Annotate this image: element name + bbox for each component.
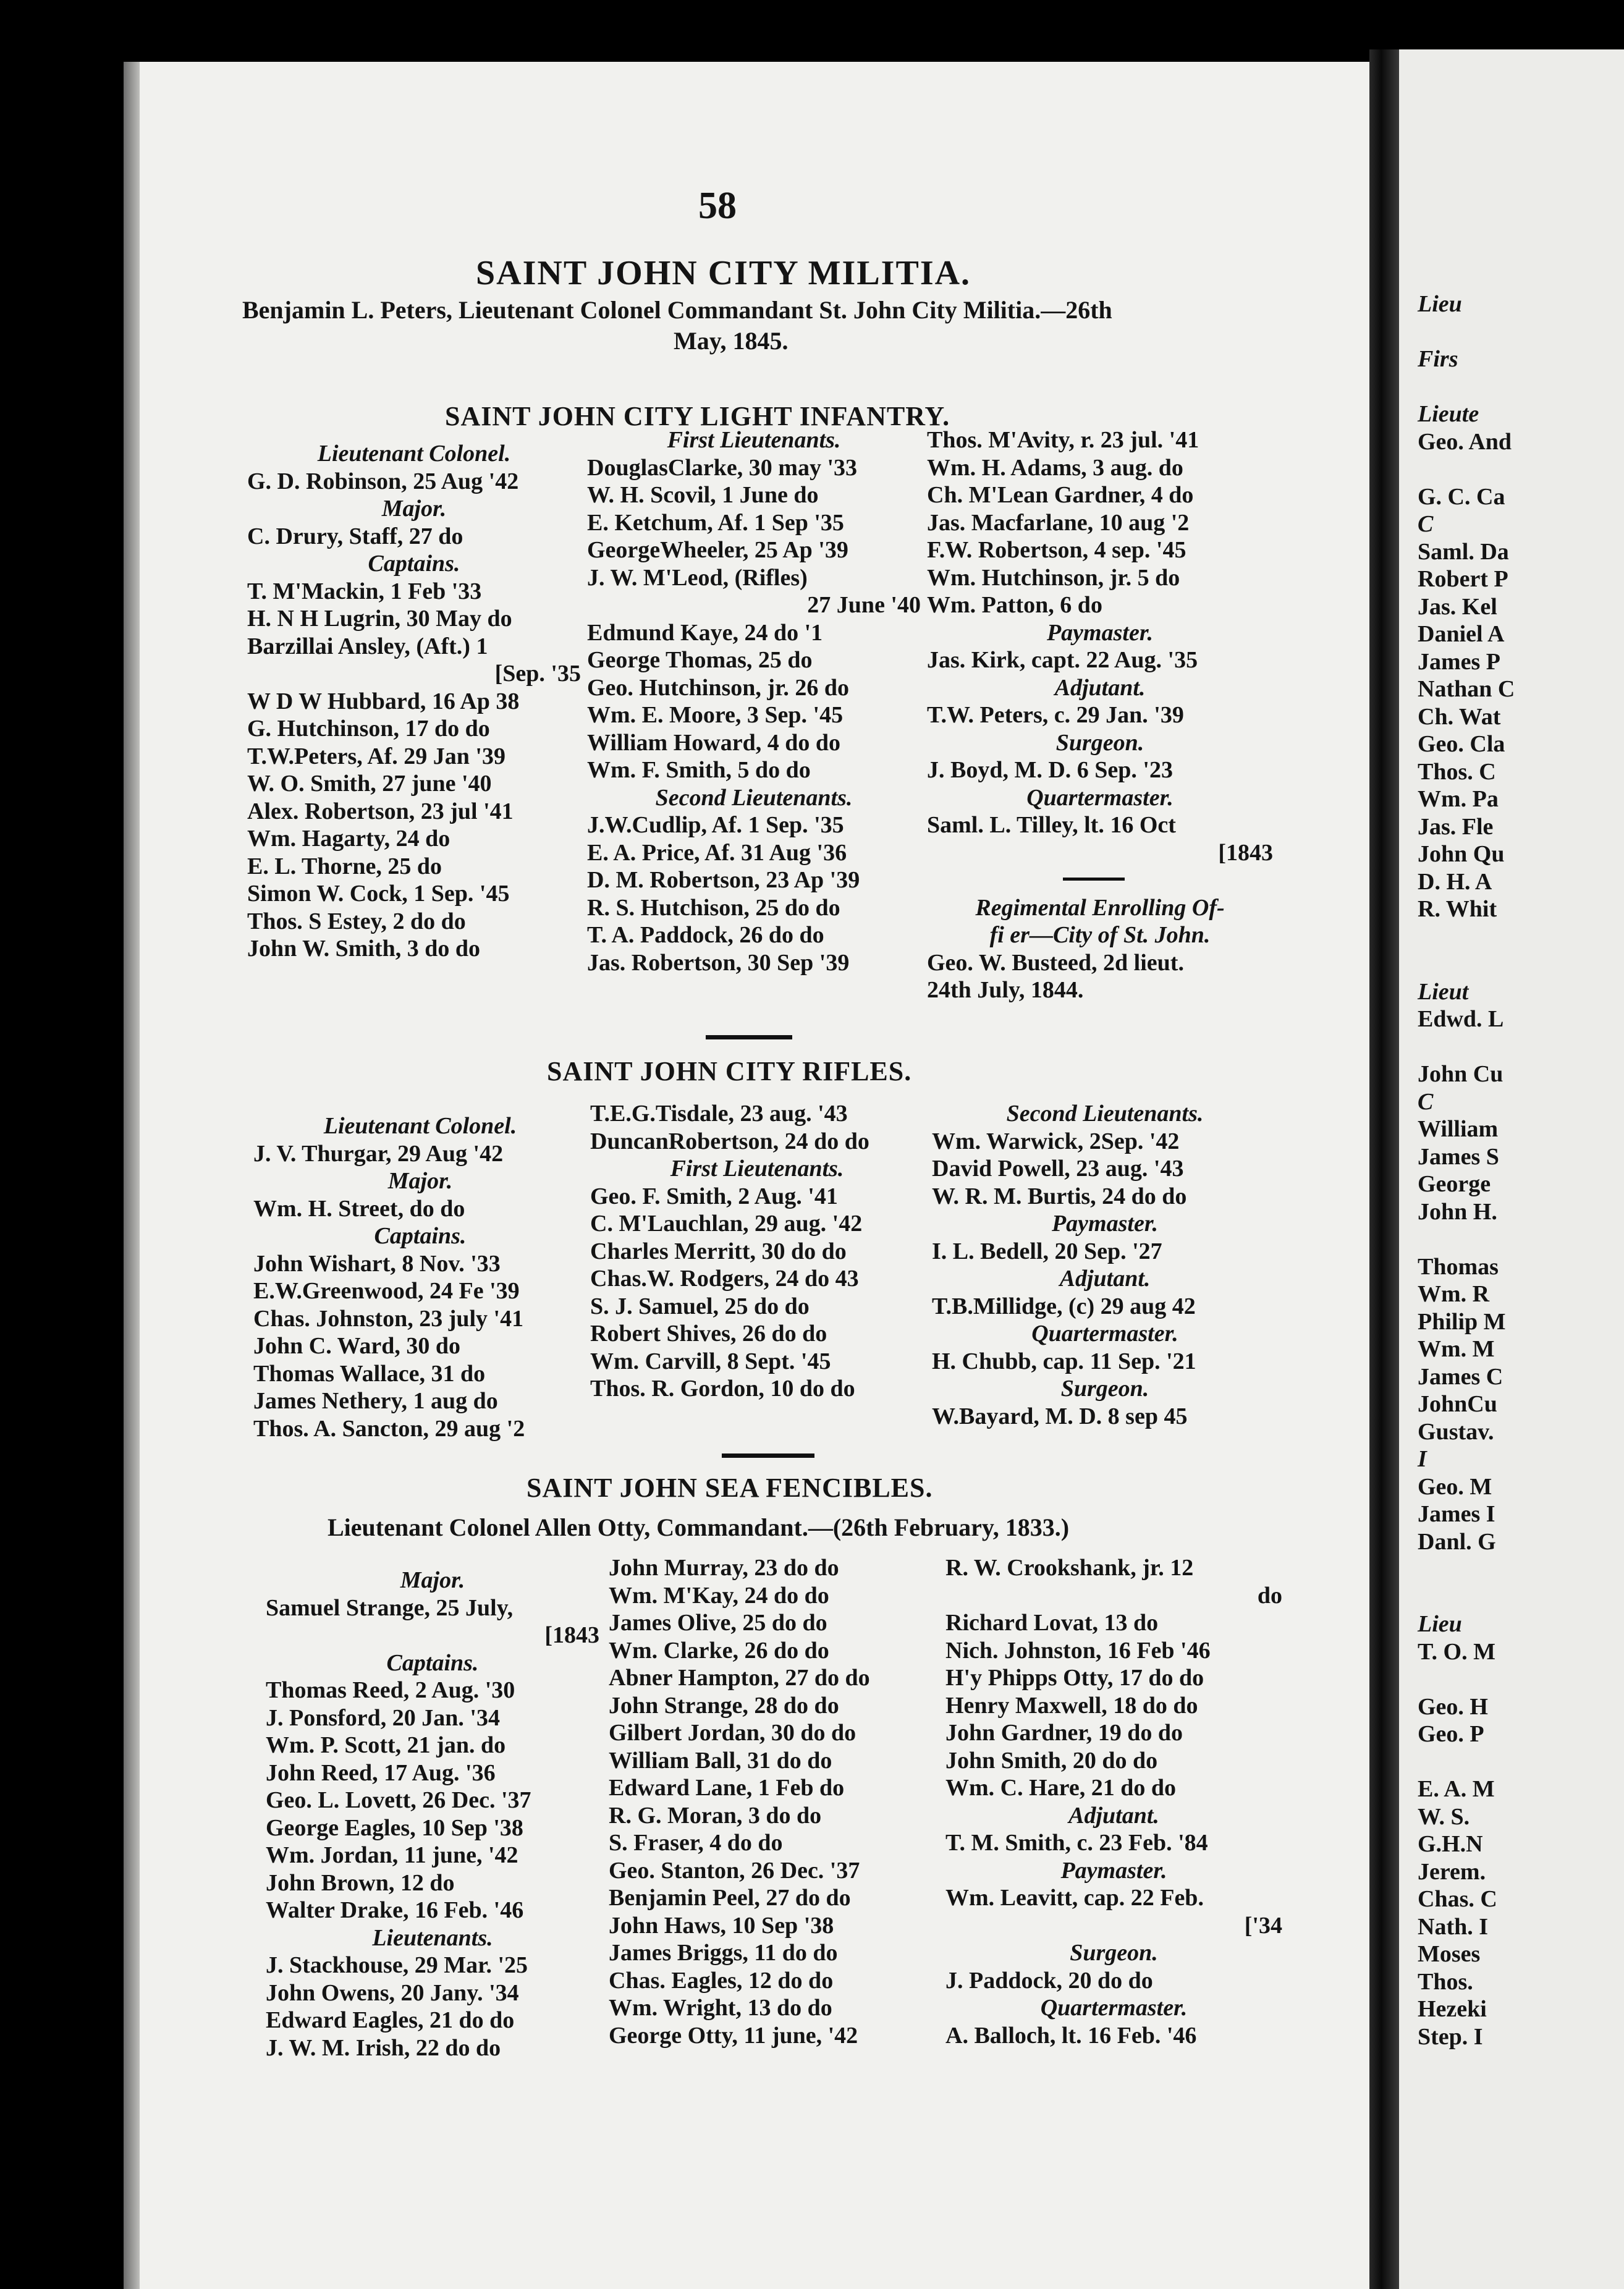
roster-entry: J. W. M'Leod, (Rifles): [587, 564, 808, 591]
roster-entry: George Eagles, 10 Sep '38: [266, 1814, 523, 1841]
rank-heading: Major.: [381, 496, 447, 522]
right-page-line: G.H.N: [1418, 1831, 1483, 1857]
roster-entry: Simon W. Cock, 1 Sep. '45: [247, 881, 510, 907]
right-page-line: Moses: [1418, 1941, 1481, 1967]
roster-entry: Thos. S Estey, 2 do do: [247, 908, 466, 934]
right-page-line: C: [1418, 511, 1434, 537]
roster-entry: Jas. Robertson, 30 Sep '39: [587, 949, 850, 976]
roster-entry: George Thomas, 25 do: [587, 647, 813, 673]
rank-heading: Surgeon.: [1060, 1376, 1149, 1402]
rank-heading: Adjutant.: [1068, 1802, 1159, 1829]
roster-entry: Edward Lane, 1 Feb do: [609, 1775, 845, 1801]
roster-entry: John Owens, 20 Jany. '34: [266, 1979, 519, 2006]
right-page-line: George: [1418, 1171, 1491, 1197]
roster-entry: Wm. Jordan, 11 june, '42: [266, 1842, 518, 1868]
rank-heading: Paymaster.: [1060, 1857, 1167, 1884]
roster-entry: H. N H Lugrin, 30 May do: [247, 606, 512, 632]
roster-entry: George Otty, 11 june, '42: [609, 2022, 858, 2049]
roster-entry: W. H. Scovil, 1 June do: [587, 482, 819, 508]
roster-entry: T. M. Smith, c. 23 Feb. '84: [945, 1830, 1208, 1856]
roster-entry: John W. Smith, 3 do do: [247, 936, 480, 962]
roster-entry: Edmund Kaye, 24 do '1: [587, 619, 823, 646]
roster-entry: Geo. F. Smith, 2 Aug. '41: [590, 1183, 838, 1209]
roster-entry: W. O. Smith, 27 june '40: [247, 771, 492, 797]
roster-entry: C. M'Lauchlan, 29 aug. '42: [590, 1211, 863, 1237]
right-page-line: T. O. M: [1418, 1638, 1495, 1665]
roster-entry: H'y Phipps Otty, 17 do do: [945, 1665, 1204, 1691]
rank-heading: Second Lieutenants.: [655, 784, 853, 811]
right-page-line: E. A. M: [1418, 1776, 1495, 1802]
rank-heading: Surgeon.: [1055, 729, 1144, 756]
right-page-line: Nathan C: [1418, 676, 1515, 702]
roster-entry: DouglasClarke, 30 may '33: [587, 454, 857, 481]
roster-entry: Thomas Reed, 2 Aug. '30: [266, 1677, 515, 1703]
roster-entry: Thos. M'Avity, r. 23 jul. '41: [927, 427, 1199, 453]
roster-entry: I. L. Bedell, 20 Sep. '27: [932, 1238, 1162, 1264]
rank-heading: Paymaster.: [1051, 1211, 1159, 1237]
roster-entry: Wm. C. Hare, 21 do do: [945, 1775, 1176, 1801]
light-infantry-col3: [927, 426, 1273, 1004]
roster-entry: Chas.W. Rodgers, 24 do 43: [590, 1266, 859, 1292]
right-page-line: Lieu: [1418, 1611, 1462, 1637]
right-page-line: [1418, 1033, 1515, 1061]
roster-entry: G. Hutchinson, 17 do do: [247, 716, 490, 742]
rank-heading: Adjutant.: [1059, 1266, 1151, 1292]
roster-entry: T.E.G.Tisdale, 23 aug. '43: [590, 1101, 848, 1127]
roster-entry: John Smith, 20 do do: [945, 1747, 1158, 1774]
roster-entry: Charles Merritt, 30 do do: [590, 1238, 847, 1264]
roster-entry: [1843: [1218, 839, 1273, 866]
roster-entry: Wm. E. Moore, 3 Sep. '45: [587, 702, 844, 728]
roster-entry: F.W. Robertson, 4 sep. '45: [927, 537, 1186, 563]
rank-heading: Lieutenant Colonel.: [317, 441, 511, 467]
roster-entry: John Strange, 28 do do: [609, 1692, 839, 1719]
roster-entry: Wm. Hutchinson, jr. 5 do: [927, 564, 1180, 591]
right-page-line: [1418, 1665, 1515, 1693]
roster-entry: Benjamin Peel, 27 do do: [609, 1885, 851, 1911]
roster-entry: John Haws, 10 Sep '38: [609, 1912, 834, 1939]
roster-entry: Alex. Robertson, 23 jul '41: [247, 798, 514, 824]
roster-entry: S. J. Samuel, 25 do do: [590, 1293, 810, 1319]
section-divider: [722, 1453, 814, 1458]
roster-entry: Gilbert Jordan, 30 do do: [609, 1720, 856, 1746]
right-page-line: Edwd. L: [1418, 1006, 1504, 1032]
sea-fencibles-col1: [266, 1567, 599, 2062]
right-page-line: [1418, 923, 1515, 951]
roster-entry: John Wishart, 8 Nov. '33: [253, 1250, 501, 1277]
page-number: 58: [698, 185, 737, 227]
roster-entry: T.W. Peters, c. 29 Jan. '39: [927, 702, 1184, 728]
roster-entry: T. A. Paddock, 26 do do: [587, 922, 824, 948]
commandant-line: Benjamin L. Peters, Lieutenant Colonel Commandant St. John City Militia.—26th: [242, 296, 1112, 324]
right-page-line: James P: [1418, 648, 1501, 675]
right-page-line: Danl. G: [1418, 1528, 1496, 1555]
roster-entry: J. Stackhouse, 29 Mar. '25: [266, 1952, 528, 1978]
roster-entry: C. Drury, Staff, 27 do: [247, 523, 463, 549]
right-page-line: W. S.: [1418, 1803, 1470, 1830]
right-page-line: Gustav.: [1418, 1418, 1494, 1445]
roster-entry: Richard Lovat, 13 do: [945, 1610, 1159, 1636]
roster-entry: John C. Ward, 30 do: [253, 1333, 461, 1359]
roster-entry: David Powell, 23 aug. '43: [932, 1156, 1184, 1182]
roster-entry: Wm. Hagarty, 24 do: [247, 826, 450, 852]
roster-entry: J. Ponsford, 20 Jan. '34: [266, 1704, 500, 1731]
roster-entry: Geo. W. Busteed, 2d lieut.: [927, 949, 1184, 976]
roster-entry: ['34: [1244, 1912, 1282, 1939]
roster-entry: J. V. Thurgar, 29 Aug '42: [253, 1140, 504, 1167]
roster-entry: T. M'Mackin, 1 Feb '33: [247, 578, 482, 604]
roster-entry: R. S. Hutchison, 25 do do: [587, 894, 840, 921]
roster-entry: Wm. Carvill, 8 Sept. '45: [590, 1348, 831, 1374]
rank-heading: Lieutenant Colonel.: [323, 1113, 517, 1139]
roster-entry: Chas. Eagles, 12 do do: [609, 1967, 834, 1994]
right-page-line: James C: [1418, 1363, 1503, 1390]
right-page-line: Geo. Cla: [1418, 731, 1505, 757]
right-page-line: James I: [1418, 1501, 1495, 1527]
roster-entry: William Ball, 31 do do: [609, 1747, 832, 1774]
roster-entry: Geo. Stanton, 26 Dec. '37: [609, 1857, 860, 1884]
right-page-line: Jas. Kel: [1418, 593, 1497, 620]
right-page-line: Chas. C: [1418, 1886, 1497, 1912]
roster-entry: Ch. M'Lean Gardner, 4 do: [927, 482, 1194, 508]
roster-entry: James Olive, 25 do do: [609, 1610, 827, 1636]
right-page-line: Firs: [1418, 346, 1458, 372]
roster-entry: 24th July, 1844.: [927, 977, 1084, 1003]
roster-entry: John Reed, 17 Aug. '36: [266, 1759, 496, 1786]
right-page-line: John Qu: [1418, 841, 1505, 867]
roster-entry: Wm. Clarke, 26 do do: [609, 1637, 829, 1664]
right-page-line: Step. I: [1418, 2023, 1483, 2050]
roster-entry: E.W.Greenwood, 24 Fe '39: [253, 1278, 520, 1304]
roster-entry: Wm. Wright, 13 do do: [609, 1995, 832, 2021]
roster-entry: R. W. Crookshank, jr. 12: [945, 1555, 1194, 1581]
roster-entry: Thomas Wallace, 31 do: [253, 1360, 486, 1387]
right-page-line: John H.: [1418, 1198, 1497, 1225]
rifles-col1: [253, 1112, 587, 1442]
roster-entry: Henry Maxwell, 18 do do: [945, 1692, 1198, 1719]
right-page-line: Thos.: [1418, 1968, 1473, 1995]
rank-heading: Adjutant.: [1054, 674, 1146, 701]
right-page-line: Wm. M: [1418, 1336, 1495, 1362]
roster-entry: Nich. Johnston, 16 Feb '46: [945, 1637, 1211, 1664]
sea-fencibles-heading: SAINT JOHN SEA FENCIBLES.: [527, 1473, 933, 1503]
roster-entry: W D W Hubbard, 16 Ap 38: [247, 688, 520, 714]
roster-entry: DuncanRobertson, 24 do do: [590, 1128, 869, 1154]
rank-heading: Quartermaster.: [1026, 784, 1174, 811]
right-page-line: Wm. R: [1418, 1281, 1490, 1307]
roster-entry: A. Balloch, lt. 16 Feb. '46: [945, 2022, 1197, 2049]
right-page-line: C: [1418, 1088, 1434, 1115]
roster-entry: E. Ketchum, Af. 1 Sep '35: [587, 509, 844, 536]
sea-fencibles-commandant: Lieutenant Colonel Allen Otty, Commandant.—(26th February, 1833.): [328, 1513, 1070, 1541]
page-title: SAINT JOHN CITY MILITIA.: [476, 254, 971, 292]
roster-entry: Chas. Johnston, 23 july '41: [253, 1305, 524, 1332]
roster-entry: do: [1257, 1582, 1282, 1609]
sea-fencibles-col3: [945, 1554, 1282, 2049]
roster-entry: GeorgeWheeler, 25 Ap '39: [587, 537, 848, 563]
roster-entry: Thos. R. Gordon, 10 do do: [590, 1376, 855, 1402]
roster-entry: R. G. Moran, 3 do do: [609, 1802, 822, 1829]
right-page-line: Geo. H: [1418, 1693, 1488, 1720]
right-page-line: [1418, 1225, 1515, 1253]
right-page-line: Ch. Wat: [1418, 703, 1501, 730]
rank-heading: Captains.: [386, 1649, 479, 1676]
roster-entry: Geo. L. Lovett, 26 Dec. '37: [266, 1787, 531, 1813]
right-page-line: William: [1418, 1116, 1499, 1142]
rank-heading: fi er—City of St. John.: [989, 922, 1211, 948]
roster-entry: T.B.Millidge, (c) 29 aug 42: [932, 1293, 1196, 1319]
right-page-line: [1418, 373, 1515, 401]
roster-entry: Samuel Strange, 25 July,: [266, 1594, 514, 1621]
roster-entry: William Howard, 4 do do: [587, 729, 840, 756]
roster-entry: Jas. Macfarlane, 10 aug '2: [927, 509, 1190, 536]
light-infantry-heading: SAINT JOHN CITY LIGHT INFANTRY.: [445, 401, 950, 431]
right-page-line: Lieu: [1418, 291, 1462, 317]
roster-entry: Geo. Hutchinson, jr. 26 do: [587, 674, 850, 701]
right-page-line: Thomas: [1418, 1253, 1499, 1280]
right-page-line: Saml. Da: [1418, 538, 1509, 565]
right-page-line: Nath. I: [1418, 1913, 1489, 1940]
roster-entry: James Briggs, 11 do do: [609, 1940, 838, 1966]
roster-entry: Robert Shives, 26 do do: [590, 1321, 827, 1347]
right-page-line: Geo. And: [1418, 428, 1512, 455]
right-page-line: Wm. Pa: [1418, 786, 1499, 812]
right-page-line: JohnCu: [1418, 1391, 1497, 1417]
rank-heading: Captains.: [374, 1223, 467, 1249]
roster-entry: Wm. P. Scott, 21 jan. do: [266, 1732, 506, 1758]
roster-entry: T.W.Peters, Af. 29 Jan '39: [247, 743, 505, 769]
right-page-line: Geo. P: [1418, 1721, 1484, 1747]
right-page-line: [1418, 1748, 1515, 1776]
rank-heading: First Lieutenants.: [667, 427, 841, 453]
roster-entry: [1843: [544, 1622, 599, 1648]
rifles-col3: [932, 1100, 1278, 1430]
rank-heading: Captains.: [368, 551, 460, 577]
right-page-line: Thos. C: [1418, 758, 1496, 785]
right-page-line: Jerem.: [1418, 1858, 1486, 1885]
right-page-line: R. Whit: [1418, 896, 1497, 922]
roster-entry: W.Bayard, M. D. 8 sep 45: [932, 1403, 1188, 1429]
right-page-line: D. H. A: [1418, 868, 1492, 895]
right-page-line: Daniel A: [1418, 621, 1505, 647]
rank-heading: First Lieutenants.: [670, 1156, 844, 1182]
roster-entry: J. Paddock, 20 do do: [945, 1967, 1153, 1994]
roster-entry: H. Chubb, cap. 11 Sep. '21: [932, 1348, 1196, 1374]
section-divider: [706, 1035, 792, 1039]
rank-heading: Quartermaster.: [1040, 1995, 1188, 2021]
roster-entry: Jas. Kirk, capt. 22 Aug. '35: [927, 647, 1198, 673]
rifles-heading: SAINT JOHN CITY RIFLES.: [547, 1056, 912, 1086]
rank-heading: Quartermaster.: [1031, 1321, 1178, 1347]
roster-entry: Wm. F. Smith, 5 do do: [587, 757, 811, 783]
roster-entry: Walter Drake, 16 Feb. '46: [266, 1897, 524, 1923]
rank-heading: Surgeon.: [1070, 1940, 1158, 1966]
roster-entry: John Brown, 12 do: [266, 1869, 455, 1896]
roster-entry: John Murray, 23 do do: [609, 1555, 839, 1581]
right-page-line: G. C. Ca: [1418, 483, 1505, 510]
right-page-text: [1418, 290, 1515, 2050]
roster-entry: Abner Hampton, 27 do do: [609, 1665, 870, 1691]
right-page-line: [1418, 1583, 1515, 1611]
right-page-line: John Cu: [1418, 1061, 1503, 1087]
right-page-line: Lieut: [1418, 978, 1469, 1005]
roster-entry: D. M. Robertson, 23 Ap '39: [587, 867, 860, 893]
rank-heading: Lieutenants.: [372, 1924, 493, 1951]
rank-heading: Paymaster.: [1046, 619, 1154, 646]
right-page-line: Philip M: [1418, 1308, 1506, 1335]
roster-entry: Wm. Leavitt, cap. 22 Feb.: [945, 1885, 1204, 1911]
roster-entry: [Sep. '35: [494, 661, 581, 687]
roster-entry: E. L. Thorne, 25 do: [247, 853, 442, 879]
roster-entry: Edward Eagles, 21 do do: [266, 2007, 515, 2033]
right-page-line: James S: [1418, 1143, 1499, 1170]
roster-entry: G. D. Robinson, 25 Aug '42: [247, 468, 519, 494]
roster-entry: John Gardner, 19 do do: [945, 1720, 1183, 1746]
roster-entry: J. W. M. Irish, 22 do do: [266, 2034, 501, 2061]
roster-entry: S. Fraser, 4 do do: [609, 1830, 783, 1856]
right-page-line: [1418, 318, 1515, 346]
right-page-line: [1418, 1555, 1515, 1583]
right-page-line: Lieute: [1418, 401, 1479, 427]
right-page-line: Robert P: [1418, 566, 1508, 592]
light-infantry-col1: [247, 440, 581, 963]
commandant-line-date: May, 1845.: [674, 327, 789, 355]
right-page-line: [1418, 455, 1515, 483]
sea-fencibles-col2: [609, 1554, 942, 2049]
roster-entry: Wm. H. Adams, 3 aug. do: [927, 454, 1183, 481]
rank-heading: Major.: [400, 1567, 465, 1593]
roster-entry: J. Boyd, M. D. 6 Sep. '23: [927, 757, 1173, 783]
light-infantry-col2: [587, 426, 921, 976]
right-page-line: I: [1418, 1446, 1427, 1472]
roster-entry: W. R. M. Burtis, 24 do do: [932, 1183, 1187, 1209]
roster-entry: Wm. Warwick, 2Sep. '42: [932, 1128, 1180, 1154]
right-page-line: [1418, 950, 1515, 978]
right-page-line: Hezeki: [1418, 1996, 1487, 2022]
rank-heading: Second Lieutenants.: [1006, 1101, 1204, 1127]
roster-entry: Wm. M'Kay, 24 do do: [609, 1582, 829, 1609]
book-gutter: [1369, 49, 1399, 2289]
roster-entry: James Nethery, 1 aug do: [253, 1388, 498, 1414]
roster-entry: J.W.Cudlip, Af. 1 Sep. '35: [587, 812, 844, 838]
rank-heading: Regimental Enrolling Of-: [975, 894, 1225, 921]
roster-entry: Saml. L. Tilley, lt. 16 Oct: [927, 812, 1176, 838]
roster-entry: 27 June '40: [807, 592, 921, 618]
right-page-line: Jas. Fle: [1418, 813, 1494, 840]
rank-heading: Major.: [387, 1168, 453, 1194]
roster-entry: Thos. A. Sancton, 29 aug '2: [253, 1415, 525, 1442]
roster-entry: Wm. Patton, 6 do: [927, 592, 1102, 618]
roster-entry: Barzillai Ansley, (Aft.) 1: [247, 633, 488, 659]
rifles-col2: [590, 1100, 924, 1403]
right-page-line: Geo. M: [1418, 1473, 1492, 1500]
roster-entry: Wm. H. Street, do do: [253, 1195, 465, 1222]
roster-entry: E. A. Price, Af. 31 Aug '36: [587, 839, 847, 866]
column-divider: [1063, 878, 1125, 881]
